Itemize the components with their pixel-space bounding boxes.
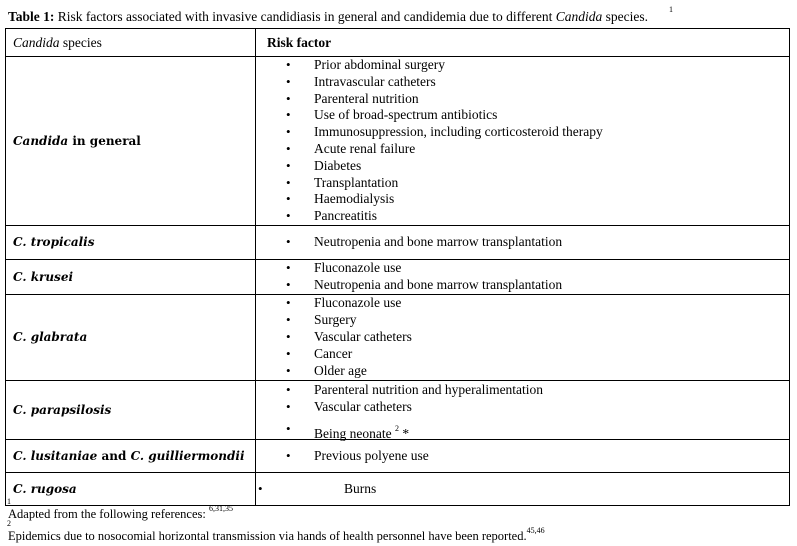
- list-item: • Neutropenia and bone marrow transplantation: [256, 277, 789, 294]
- list-item: • Haemodialysis: [256, 191, 789, 208]
- footnote-refs: 45,46: [526, 526, 545, 535]
- factors-cell: [256, 225, 790, 259]
- list-item: [256, 416, 789, 441]
- factors-cell: [256, 380, 790, 439]
- list-item: • Use of broad-spectrum antibiotics: [256, 107, 789, 124]
- list-item: • Burns: [256, 481, 789, 498]
- footnote-2: [7, 519, 545, 543]
- species-italic-2: C. guilliermondii: [130, 448, 245, 463]
- list-item: • Diabetes: [256, 158, 789, 175]
- list-item: • Pancreatitis: [256, 208, 789, 225]
- table-row: [6, 380, 790, 439]
- footnote-1: [7, 497, 233, 521]
- list-item: • Intravascular catheters: [256, 74, 789, 91]
- caption-superscript: 1: [669, 5, 673, 14]
- species-cell: [6, 259, 256, 294]
- factor-text: Being neonate: [314, 425, 395, 441]
- species-cell: [6, 380, 256, 439]
- species-italic: C. parapsilosis: [13, 402, 112, 417]
- caption-text: Risk factors associated with invasive candidiasis in general and candidemia due to different: [54, 9, 556, 24]
- risk-factor-table: [5, 28, 790, 506]
- factors-cell: [256, 439, 790, 472]
- footnote-text: Adapted from the following references:: [8, 507, 209, 521]
- list-item: • Acute renal failure: [256, 141, 789, 158]
- list-item: • Neutropenia and bone marrow transplantation: [256, 234, 789, 251]
- list-item: • Prior abdominal surgery: [256, 57, 789, 74]
- list-item: • Vascular catheters: [256, 329, 789, 346]
- caption-text-end: species.: [602, 9, 648, 24]
- table-row: [6, 259, 790, 294]
- species-italic: C. lusitaniae: [13, 448, 98, 463]
- table-header-row: [6, 29, 790, 57]
- list-item: • Parenteral nutrition: [256, 91, 789, 108]
- table-row: [6, 225, 790, 259]
- footnote-marker: 1: [7, 497, 11, 506]
- species-cell: [6, 439, 256, 472]
- list-item: • Older age: [256, 363, 789, 380]
- list-item: • Parenteral nutrition and hyperalimentation: [256, 382, 789, 399]
- footnote-marker: 2: [7, 519, 11, 528]
- factors-cell: [256, 294, 790, 380]
- footnote-text: Epidemics due to nosocomial horizontal transmission via hands of health personnel have been reported.: [8, 529, 527, 543]
- factors-cell: [256, 57, 790, 226]
- species-cell: [6, 57, 256, 226]
- list-item: • Fluconazole use: [256, 295, 789, 312]
- list-item: • Immunosuppression, including corticosteroid therapy: [256, 124, 789, 141]
- footnote-refs: 6,31,35: [208, 504, 233, 513]
- species-italic: C. glabrata: [13, 330, 88, 345]
- factors-cell: [256, 259, 790, 294]
- header-risk-factor: Risk factor: [256, 29, 790, 57]
- table-caption: [8, 5, 793, 30]
- factors-cell: [256, 472, 790, 505]
- species-italic: C. tropicalis: [13, 235, 95, 250]
- table-row: [6, 294, 790, 380]
- header-species: [6, 29, 256, 57]
- list-item: • Transplantation: [256, 175, 789, 192]
- caption-label: Table 1:: [8, 9, 55, 24]
- table-row: [6, 472, 790, 505]
- list-item: • Previous polyene use: [256, 448, 789, 465]
- species-cell: [6, 225, 256, 259]
- species-cell: [6, 472, 256, 505]
- species-cell: [6, 294, 256, 380]
- list-item: • Vascular catheters: [256, 399, 789, 416]
- factor-superscript: 2: [394, 423, 399, 433]
- list-item: • Fluconazole use: [256, 260, 789, 277]
- species-italic: Candida: [13, 133, 69, 148]
- caption-italic: Candida: [555, 9, 603, 24]
- header-species-italic: Candida: [13, 34, 60, 50]
- list-item: • Surgery: [256, 312, 789, 329]
- header-species-rest: species: [59, 34, 102, 50]
- table-row: [6, 439, 790, 472]
- species-italic: C. rugosa: [13, 481, 77, 496]
- table-row: [6, 57, 790, 226]
- species-rest: in general: [68, 133, 141, 148]
- species-join: and: [97, 448, 131, 463]
- factor-text-after: *: [398, 425, 410, 441]
- list-item: • Cancer: [256, 346, 789, 363]
- species-italic: C. krusei: [13, 269, 74, 284]
